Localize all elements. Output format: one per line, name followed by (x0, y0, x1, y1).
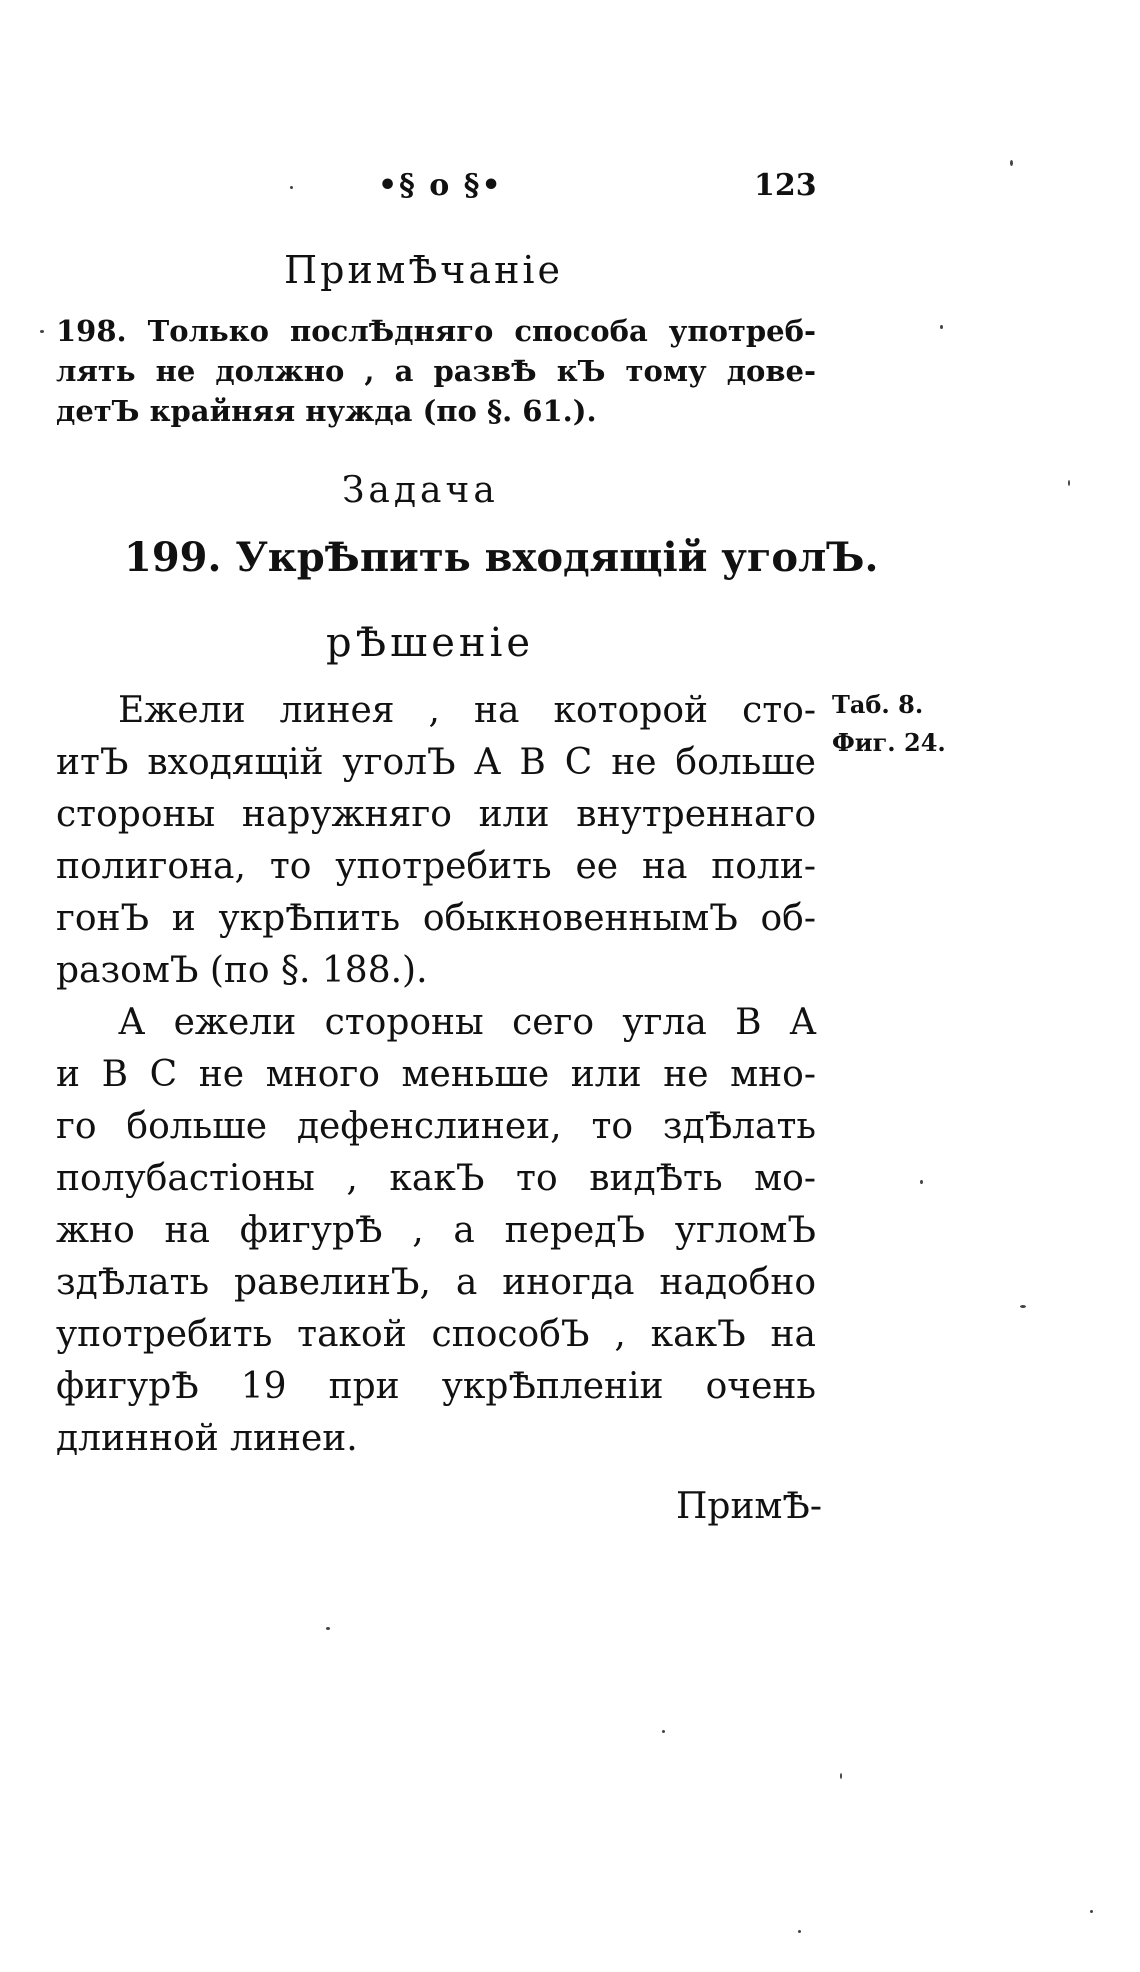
speck (1010, 160, 1013, 166)
paragraph-line: фигурѢ 19 при укрѢпленіи очень (56, 1366, 816, 1407)
paragraph-line: полубастіоны , какЪ то видѢть мо- (56, 1158, 816, 1199)
speck (940, 325, 943, 329)
paragraph-line: итЪ входящій уголЪ A B C не больше (56, 742, 816, 783)
speck (1020, 1305, 1026, 1308)
header-ornament: •§ o §• (378, 168, 503, 203)
task-heading: Задача (342, 470, 499, 511)
note-line: 198. Только послѢдняго способа употреб- (56, 314, 816, 348)
speck (290, 186, 293, 189)
page-number: 123 (754, 168, 817, 203)
speck (662, 1730, 665, 1733)
paragraph-line: А ежели стороны сего угла B A (118, 1002, 816, 1043)
paragraph-line: здѢлать равелинЪ, а иногда надобно (56, 1262, 816, 1303)
paragraph-line: длинной линеи. (56, 1418, 358, 1459)
speck (920, 1180, 923, 1184)
paragraph-line: Ежели линея , на которой сто- (118, 690, 816, 731)
task-text: 199. УкрѢпить входящій уголЪ. (124, 534, 879, 581)
speck (40, 330, 44, 333)
speck (1090, 1910, 1093, 1913)
paragraph-line: жно на фигурѢ , а передЪ угломЪ (56, 1210, 816, 1251)
speck (840, 1773, 842, 1779)
paragraph-line: стороны наружняго или внутреннаго (56, 794, 816, 835)
catchword: ПримѢ- (676, 1486, 823, 1527)
paragraph-line: употребить такой способЪ , какЪ на (56, 1314, 816, 1355)
paragraph-line: го больше дефенслинеи, то здѢлать (56, 1106, 816, 1147)
speck (326, 1627, 330, 1630)
paragraph-line: разомЪ (по §. 188.). (56, 950, 428, 991)
margin-note-figure: Фиг. 24. (832, 728, 946, 757)
note-line: лять не должно , а развѢ кЪ тому дове- (56, 354, 816, 388)
speck (798, 1930, 801, 1933)
margin-note-table: Таб. 8. (832, 690, 924, 719)
paragraph-line: гонЪ и укрѢпить обыкновеннымЪ об- (56, 898, 816, 939)
paragraph-line: и B C не много меньше или не мно- (56, 1054, 816, 1095)
paragraph-line: полигона, то употребить ее на поли- (56, 846, 816, 887)
note-heading: ПримѢчаніе (284, 248, 564, 292)
note-line: детЪ крайняя нужда (по §. 61.). (56, 394, 597, 428)
solution-heading: рѢшеніе (326, 620, 535, 666)
speck (1068, 480, 1070, 486)
